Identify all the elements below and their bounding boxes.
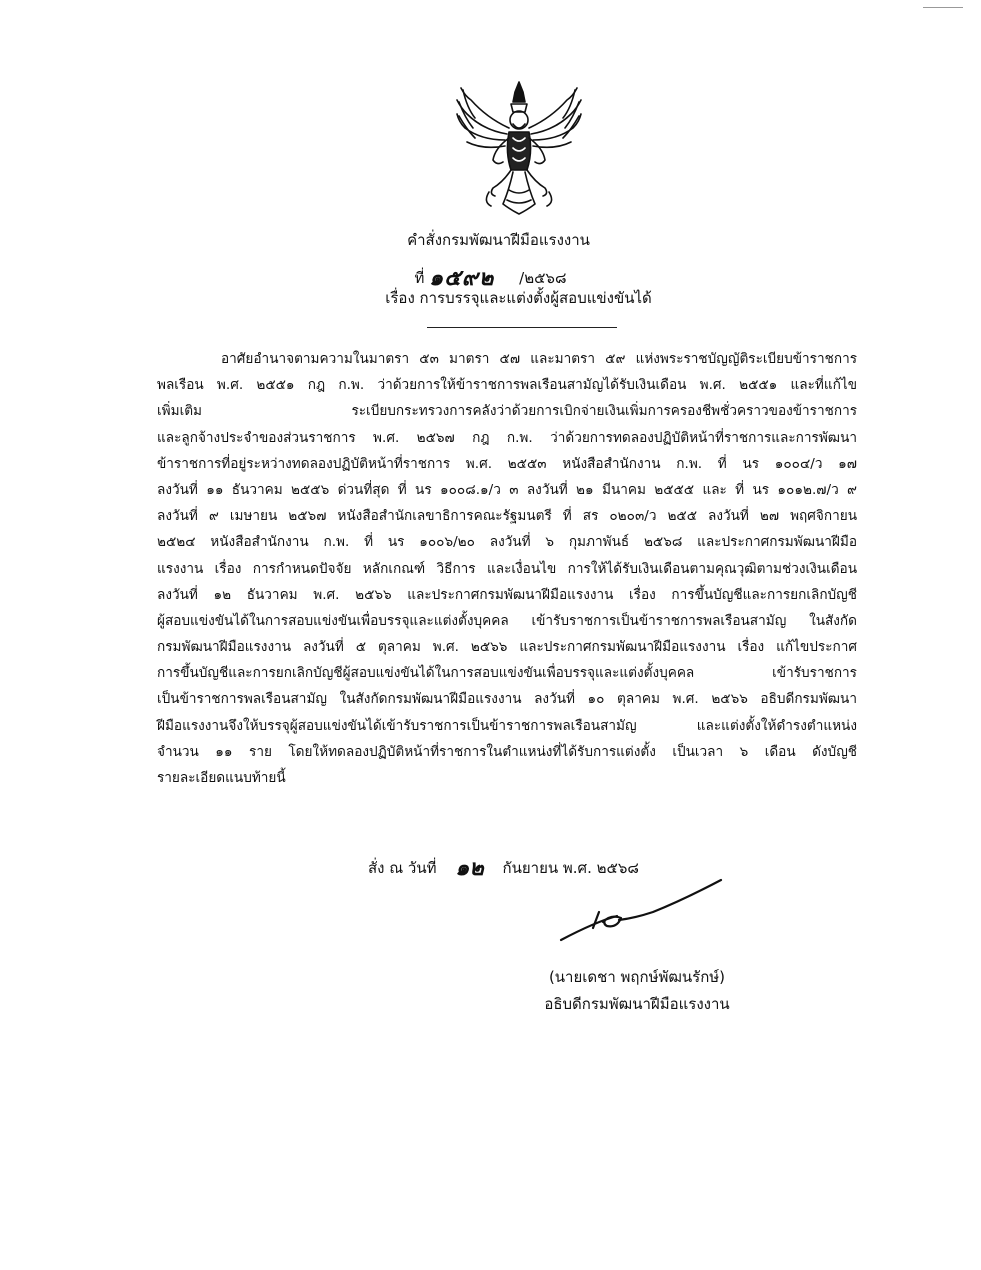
body-line: รายละเอียดแนบท้ายนี้ <box>157 770 286 786</box>
body-line: เพิ่มเติม ระเบียบกระทรวงการคลังว่าด้วยการเบิกจ่ายเงินเพิ่มการครองชีพชั่วคราวของข้าราชการ <box>157 403 857 420</box>
garuda-emblem-icon <box>453 78 585 218</box>
order-body <box>157 346 857 791</box>
signer-name: (นายเดชา พฤกษ์พัฒนรักษ์) <box>548 968 726 986</box>
order-subject: เรื่อง การบรรจุและแต่งตั้งผู้สอบแข่งขันได้ <box>385 289 652 307</box>
handwritten-signature-icon <box>555 872 725 952</box>
body-line: ๒๕๒๔ หนังสือสำนักงาน ก.พ. ที่ นร ๑๐๐๖/๒๐ ลงวันที่ ๖ กุมภาพันธ์ ๒๕๖๘ และประกาศกรมพัฒนาฝีมือ <box>157 534 857 551</box>
body-line: แรงงาน เรื่อง การกำหนดปัจจัย หลักเกณฑ์ วิธีการ และเงื่อนไข การให้ได้รับเงินเดือนตามคุณวุฒิตามช่วงเงินเดือน <box>157 560 857 577</box>
order-title: คำสั่งกรมพัฒนาฝีมือแรงงาน <box>407 231 590 249</box>
scan-edge-mark <box>923 7 963 8</box>
body-line: และลูกจ้างประจำของส่วนราชการ พ.ศ. ๒๕๖๗ กฎ ก.พ. ว่าด้วยการทดลองปฏิบัติหน้าที่ราชการและการพัฒนา <box>157 429 857 446</box>
order-number-handwritten: ๑๕๙๒ <box>429 266 495 291</box>
body-line: พลเรือน พ.ศ. ๒๕๕๑ กฎ ก.พ. ว่าด้วยการให้ข้าราชการพลเรือนสามัญได้รับเงินเดือน พ.ศ. ๒๕๕๑ และที่แก้ไข <box>157 377 857 394</box>
order-date-day-handwritten: ๑๒ <box>455 856 484 881</box>
signer-block <box>512 964 762 1018</box>
body-line: ผู้สอบแข่งขันได้ในการสอบแข่งขันเพื่อบรรจุและแต่งตั้งบุคคล เข้ารับราชการเป็นข้าราชการพลเรือนสามัญ ในสังกัด <box>157 612 857 629</box>
body-line: กรมพัฒนาฝีมือแรงงาน ลงวันที่ ๕ ตุลาคม พ.ศ. ๒๕๖๖ และประกาศกรมพัฒนาฝีมือแรงงาน เรื่อง แก้ไขประกาศ <box>157 639 857 656</box>
body-line: ลงวันที่ ๑๑ ธันวาคม ๒๕๕๖ ด่วนที่สุด ที่ นร ๑๐๐๘.๑/ว ๓ ลงวันที่ ๒๑ มีนาคม ๒๕๕๕ และ ที่ นร ๑๐๑๒.๗/ว ๙ <box>157 481 857 498</box>
order-date-prefix: สั่ง ณ วันที่ <box>368 859 437 877</box>
signer-position: อธิบดีกรมพัฒนาฝีมือแรงงาน <box>544 995 730 1013</box>
body-line: การขึ้นบัญชีและการยกเลิกบัญชีผู้สอบแข่งขันได้ในการสอบแข่งขันเพื่อบรรจุและแต่งตั้งบุคคล เข้ารับราชการ <box>157 665 857 682</box>
order-date-month-year: กันยายน พ.ศ. ๒๕๖๘ <box>502 859 639 877</box>
body-line: อาศัยอำนาจตามความในมาตรา ๕๓ มาตรา ๕๗ และมาตรา ๕๙ แห่งพระราชบัญญัติระเบียบข้าราชการ <box>221 351 857 367</box>
body-line: จำนวน ๑๑ ราย โดยให้ทดลองปฏิบัติหน้าที่ราชการในตำแหน่งที่ได้รับการแต่งตั้ง เป็นเวลา ๖ เดือน ดังบัญชี <box>157 743 857 760</box>
header-divider <box>427 327 617 328</box>
body-line: ข้าราชการที่อยู่ระหว่างทดลองปฏิบัติหน้าที่ราชการ พ.ศ. ๒๕๕๓ หนังสือสำนักงาน ก.พ. ที่ นร ๑๐๐๔/ว ๑๗ <box>157 455 857 472</box>
order-number-year: /๒๕๖๘ <box>519 269 567 287</box>
body-line: ลงวันที่ ๑๒ ธันวาคม พ.ศ. ๒๕๖๖ และประกาศกรมพัฒนาฝีมือแรงงาน เรื่อง การขึ้นบัญชีและการยกเลิกบัญชี <box>157 586 857 603</box>
body-line: ฝีมือแรงงานจึงให้บรรจุผู้สอบแข่งขันได้เข้ารับราชการเป็นข้าราชการพลเรือนสามัญ และแต่งตั้งให้ดำรงตำแหน่ง <box>157 717 857 734</box>
order-number-prefix: ที่ <box>414 269 425 287</box>
body-line: ลงวันที่ ๙ เมษายน ๒๕๖๗ หนังสือสำนักเลขาธิการคณะรัฐมนตรี ที่ สร ๐๒๐๓/ว ๒๕๕ ลงวันที่ ๒๗ พฤศจิกายน <box>157 508 857 525</box>
body-line: เป็นข้าราชการพลเรือนสามัญ ในสังกัดกรมพัฒนาฝีมือแรงงาน ลงวันที่ ๑๐ ตุลาคม พ.ศ. ๒๕๖๖ อธิบดีกรมพัฒนา <box>157 691 857 708</box>
